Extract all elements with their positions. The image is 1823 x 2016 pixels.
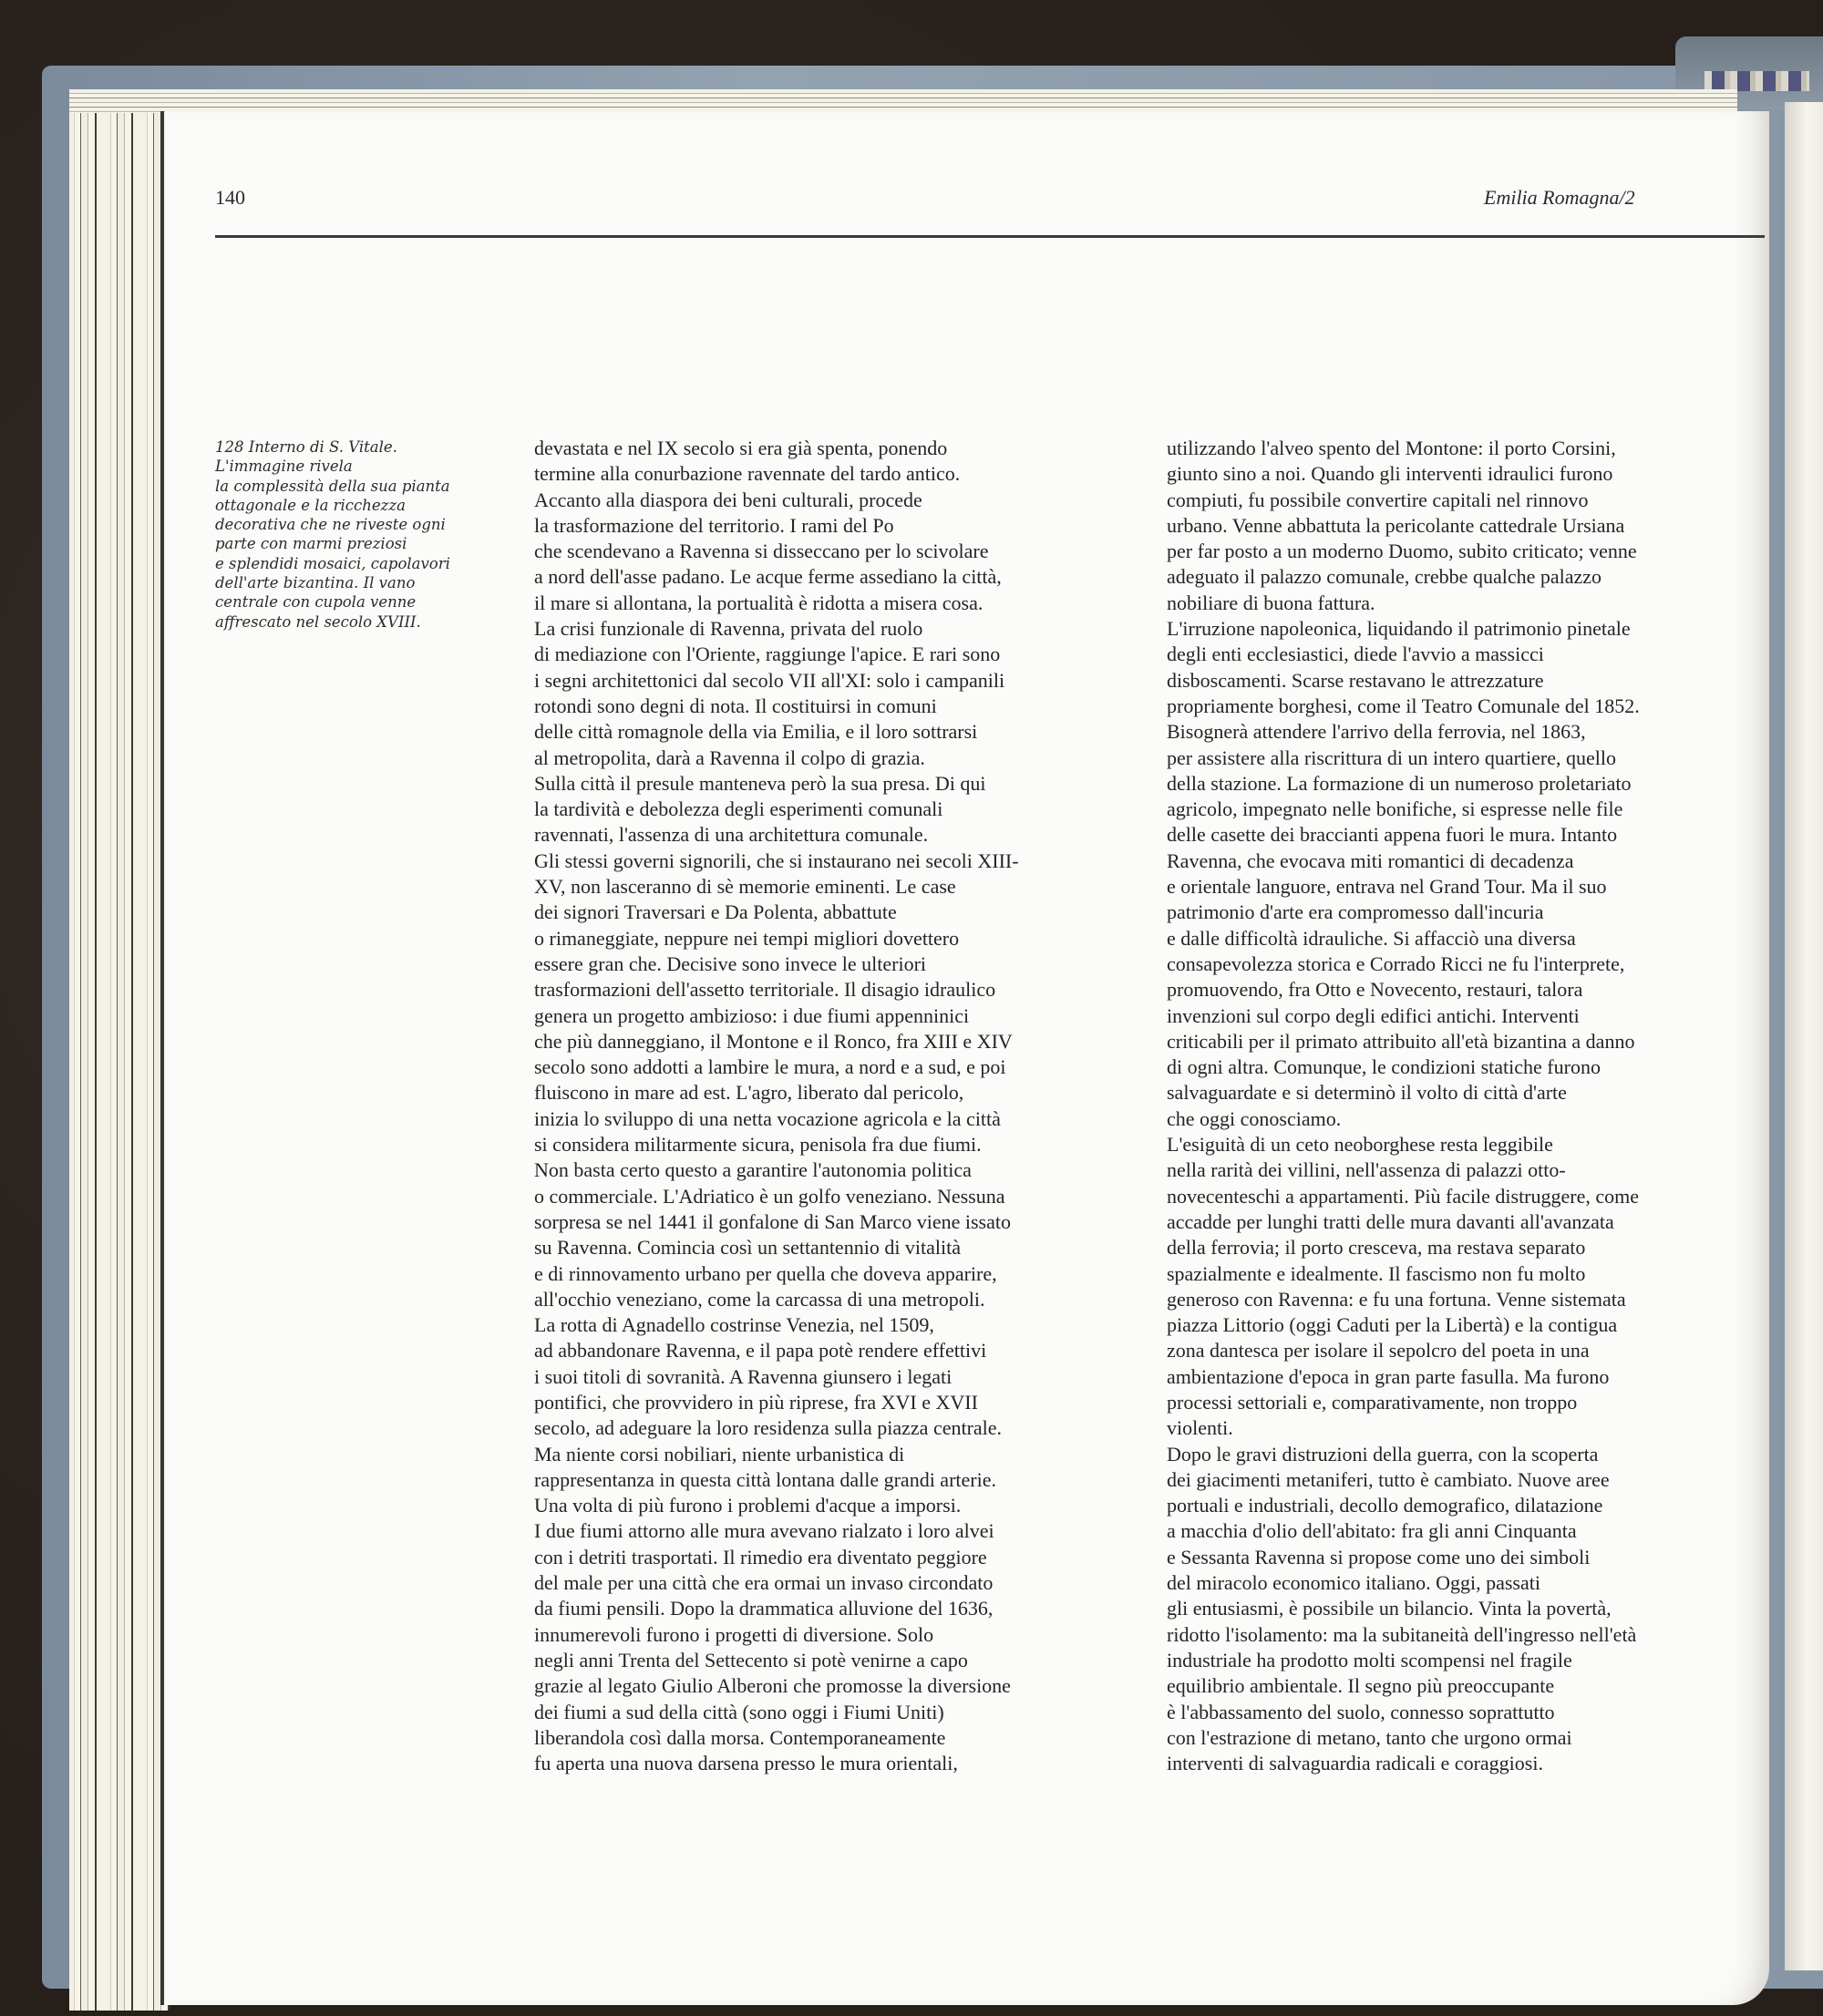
body-text-line: liberandola così dalla morsa. Contemporaneamente [534,1725,946,1749]
body-text-line: consapevolezza storica e Corrado Ricci ne fu l'interprete, [1167,951,1625,975]
body-text-line: e di rinnovamento urbano per quella che doveva apparire, [534,1261,997,1285]
body-text-line: i suoi titoli di sovranità. A Ravenna giunsero i legati [534,1364,953,1388]
body-text-line: degli enti ecclesiastici, diede l'avvio a massicci [1167,643,1544,666]
body-text-line: dei giacimenti metaniferi, tutto è cambiato. Nuove aree [1167,1467,1610,1491]
body-text-line: inizia lo sviluppo di una netta vocazione agricola e la città [534,1106,1001,1130]
page-stack-top [69,89,1737,113]
body-text-line: delle casette dei braccianti appena fuori le mura. Intanto [1167,823,1618,847]
body-text-line: per assistere alla riscrittura di un intero quartiere, quello [1167,746,1616,769]
body-text-line: secolo sono addotti a lambire le mura, a nord e a sud, e poi [534,1055,1006,1079]
body-text-line: L'irruzione napoleonica, liquidando il patrimonio pinetale [1167,617,1631,641]
body-text-line: con i detriti trasportati. Il rimedio era diventato peggiore [534,1545,987,1569]
body-text-line: ad abbandonare Ravenna, e il papa potè rendere effettivi [534,1339,987,1363]
body-text-line: L'esiguità di un ceto neoborghese resta leggibile [1167,1133,1553,1157]
body-text-line: ridotto l'isolamento: ma la subitaneità dell'ingresso nell'età [1167,1622,1637,1646]
body-text-line: i segni architettonici dal secolo VII all'XI: solo i campanili [534,668,1005,692]
body-text-line: agricolo, impegnato nelle bonifiche, si espresse nelle file [1167,797,1623,821]
body-text-line: giunto sino a noi. Quando gli interventi idraulici furono [1167,462,1613,486]
figure-caption [215,437,516,632]
body-text-line: con l'estrazione di metano, tanto che urgono ormai [1167,1725,1572,1749]
body-text-line: XV, non lasceranno di sè memorie eminenti. Le case [534,875,956,899]
body-text-line: salvaguardate e si determinò il volto di città d'arte [1167,1081,1567,1105]
body-text-line: negli anni Trenta del Settecento si potè venirne a capo [534,1648,968,1671]
body-text-line: trasformazioni dell'assetto territoriale. Il disagio idraulico [534,978,996,1002]
caption-line: la complessità della sua pianta [215,477,450,495]
body-text-line: del male per una città che era ormai un invaso circondato [534,1571,994,1595]
body-text-line: devastata e nel IX secolo si era già spenta, ponendo [534,437,948,459]
body-text-line: Ma niente corsi nobiliari, niente urbanistica di [534,1442,905,1466]
body-text-line: è l'abbassamento del suolo, connesso soprattutto [1167,1700,1555,1723]
page-gutter-line [160,111,164,2005]
body-text-line: sorpresa se nel 1441 il gonfalone di San Marco viene issato [534,1209,1011,1233]
body-text-line: interventi di salvaguardia radicali e coraggiosi. [1167,1752,1543,1775]
body-text-line: ravennati, l'assenza di una architettura comunale. [534,823,929,847]
body-text-line: all'occhio veneziano, come la carcassa di una metropoli. [534,1287,985,1311]
body-text-line: dei fiumi a sud della città (sono oggi i Fiumi Uniti) [534,1700,944,1723]
body-text-line: piazza Littorio (oggi Caduti per la Libertà) e la contigua [1167,1313,1618,1337]
body-text-line: si considera militarmente sicura, penisola fra due fiumi. [534,1133,982,1157]
body-text-line: rappresentanza in questa città lontana dalle grandi arterie. [534,1467,996,1491]
body-text-line: Gli stessi governi signorili, che si instaurano nei secoli XIII- [534,849,1019,872]
body-text-line: essere gran che. Decisive sono invece le ulteriori [534,951,927,975]
body-text-line: La crisi funzionale di Ravenna, privata del ruolo [534,617,923,641]
body-text-line: che scendevano a Ravenna si disseccano per lo scivolare [534,540,989,563]
body-text-line: Ravenna, che evocava miti romantici di decadenza [1167,849,1574,872]
body-text-line: e dalle difficoltà idrauliche. Si affacciò una diversa [1167,926,1576,950]
caption-line: e splendidi mosaici, capolavori [215,554,450,572]
caption-line: dell'arte bizantina. Il vano [215,574,416,592]
body-text-line: portuali e industriali, decollo demografico, dilatazione [1167,1494,1603,1517]
body-text-line: utilizzando l'alveo spento del Montone: il porto Corsini, [1167,437,1616,459]
body-text-line: e orientale languore, entrava nel Grand Tour. Ma il suo [1167,875,1607,899]
body-text-line: a nord dell'asse padano. Le acque ferme assediano la città, [534,565,1002,589]
caption-line: parte con marmi preziosi [215,535,407,553]
caption-line: affrescato nel secolo XVIII. [215,612,421,631]
text-column-1 [534,436,1019,1776]
body-text-line: secolo, ad adeguare la loro residenza sulla piazza centrale. [534,1416,1003,1440]
page-number: 140 [215,186,245,209]
body-text-line: industriale ha prodotto molti scompensi nel fragile [1167,1648,1572,1671]
body-text-line: La rotta di Agnadello costrinse Venezia, nel 1509, [534,1313,934,1337]
body-text-line: novecenteschi a appartamenti. Più facile distruggere, come [1167,1184,1640,1208]
body-text-line: criticabili per il primato attribuito all'età bizantina a danno [1167,1029,1635,1053]
body-text-line: ambientazione d'epoca in gran parte fasulla. Ma furono [1167,1364,1610,1388]
caption-line: centrale con cupola venne [215,593,417,612]
body-text-line: nobiliare di buona fattura. [1167,591,1375,614]
body-text-line: processi settoriali e, comparativamente, non troppo [1167,1390,1578,1414]
body-text-line: di mediazione con l'Oriente, raggiunge l'apice. E rari sono [534,643,1001,666]
body-text-line: della ferrovia; il porto cresceva, ma restava separato [1167,1236,1586,1260]
body-text-line: generoso con Ravenna: e fu una fortuna. Venne sistemata [1167,1287,1626,1311]
facing-page-edge [1785,102,1823,1970]
body-text-line: fu aperta una nuova darsena presso le mura orientali, [534,1752,958,1775]
book-headband [1705,71,1809,91]
body-text-line: fluiscono in mare ad est. L'agro, liberato dal pericolo, [534,1081,964,1105]
body-text-line: il mare si allontana, la portualità è ridotta a misera cosa. [534,591,984,614]
body-text-line: Una volta di più furono i problemi d'acque a imporsi. [534,1494,962,1517]
body-text-line: adeguato il palazzo comunale, crebbe qualche palazzo [1167,565,1602,589]
text-column-2 [1167,436,1640,1776]
header-rule [215,235,1765,238]
body-text-line: termine alla conurbazione ravennate del tardo antico. [534,462,961,486]
body-text-line: grazie al legato Giulio Alberoni che promosse la diversione [534,1674,1011,1698]
body-text-line: nella rarità dei villini, nell'assenza di palazzi otto- [1167,1158,1566,1182]
caption-line: ottagonale e la ricchezza [215,496,406,514]
body-text-line: pontifici, che provvidero in più riprese, fra XVI e XVII [534,1390,978,1414]
body-text-line: la trasformazione del territorio. I rami del Po [534,513,894,537]
body-text-line: invenzioni sul corpo degli edifici antichi. Interventi [1167,1003,1580,1027]
body-text-line: che più danneggiano, il Montone e il Ronco, fra XIII e XIV [534,1029,1013,1053]
body-text-line: gli entusiasmi, è possibile un bilancio. Vinta la povertà, [1167,1597,1612,1620]
body-text-line: da fiumi pensili. Dopo la drammatica alluvione del 1636, [534,1597,994,1620]
body-text-line: Dopo le gravi distruzioni della guerra, con la scoperta [1167,1442,1599,1466]
body-text-line: per far posto a un moderno Duomo, subito criticato; venne [1167,540,1637,563]
body-text-line: accadde per lunghi tratti delle mura davanti all'avanzata [1167,1209,1614,1233]
body-text-line: o rimaneggiate, neppure nei tempi migliori dovettero [534,926,960,950]
body-text-line: e Sessanta Ravenna si propose come uno dei simboli [1167,1545,1591,1569]
body-text-line: o commerciale. L'Adriatico è un golfo veneziano. Nessuna [534,1184,1005,1208]
caption-line: decorativa che ne riveste ogni [215,516,446,534]
body-text-line: zona dantesca per isolare il sepolcro del poeta in una [1167,1339,1590,1363]
body-text-line: la tardività e debolezza degli esperimenti comunali [534,797,943,821]
body-text-line: compiuti, fu possibile convertire capitali nel rinnovo [1167,488,1589,511]
body-text-line: a macchia d'olio dell'abitato: fra gli anni Cinquanta [1167,1519,1577,1543]
body-text-line: patrimonio d'arte era compromesso dall'incuria [1167,900,1544,924]
caption-line: 128 Interno di S. Vitale. [215,438,397,456]
body-text-line: innumerevoli furono i progetti di diversione. Solo [534,1622,934,1646]
body-text-line: equilibrio ambientale. Il segno più preoccupante [1167,1674,1555,1698]
body-text-line: disboscamenti. Scarse restavano le attrezzature [1167,668,1544,692]
body-text-line: delle città romagnole della via Emilia, e il loro sottrarsi [534,720,978,744]
body-text-line: Bisognerà attendere l'arrivo della ferrovia, nel 1863, [1167,720,1586,744]
body-text-line: che oggi conosciamo. [1167,1106,1342,1130]
body-text-line: Non basta certo questo a garantire l'autonomia politica [534,1158,972,1182]
body-text-line: del miracolo economico italiano. Oggi, passati [1167,1571,1540,1595]
body-text-line: urbano. Venne abbattuta la pericolante cattedrale Ursiana [1167,513,1625,537]
body-text-line: al metropolita, darà a Ravenna il colpo di grazia. [534,746,925,769]
body-text-line: di ogni altra. Comunque, le condizioni statiche furono [1167,1055,1601,1079]
body-text-line: propriamente borghesi, come il Teatro Comunale del 1852. [1167,694,1640,717]
body-text-line: Sulla città il presule manteneva però la sua presa. Di qui [534,771,986,795]
body-text-line: promuovendo, fra Otto e Novecento, restauri, talora [1167,978,1583,1002]
body-text-line: Accanto alla diaspora dei beni culturali, procede [534,488,922,511]
page-stack-edge [69,89,170,2011]
body-text-line: rotondi sono degni di nota. Il costituirsi in comuni [534,694,937,717]
body-text-line: della stazione. La formazione di un numeroso proletariato [1167,771,1632,795]
body-text-line: genera un progetto ambizioso: i due fiumi appenninici [534,1003,970,1027]
body-text-line: spazialmente e idealmente. Il fascismo non fu molto [1167,1261,1586,1285]
body-text-line: dei signori Traversari e Da Polenta, abbattute [534,900,897,924]
body-text-line: violenti. [1167,1416,1233,1440]
body-text-line: I due fiumi attorno alle mura avevano rialzato i loro alvei [534,1519,994,1543]
body-text-line: su Ravenna. Comincia così un settantennio di vitalità [534,1236,962,1260]
caption-line: L'immagine rivela [215,458,353,476]
running-head-title: Emilia Romagna/2 [1484,186,1635,209]
